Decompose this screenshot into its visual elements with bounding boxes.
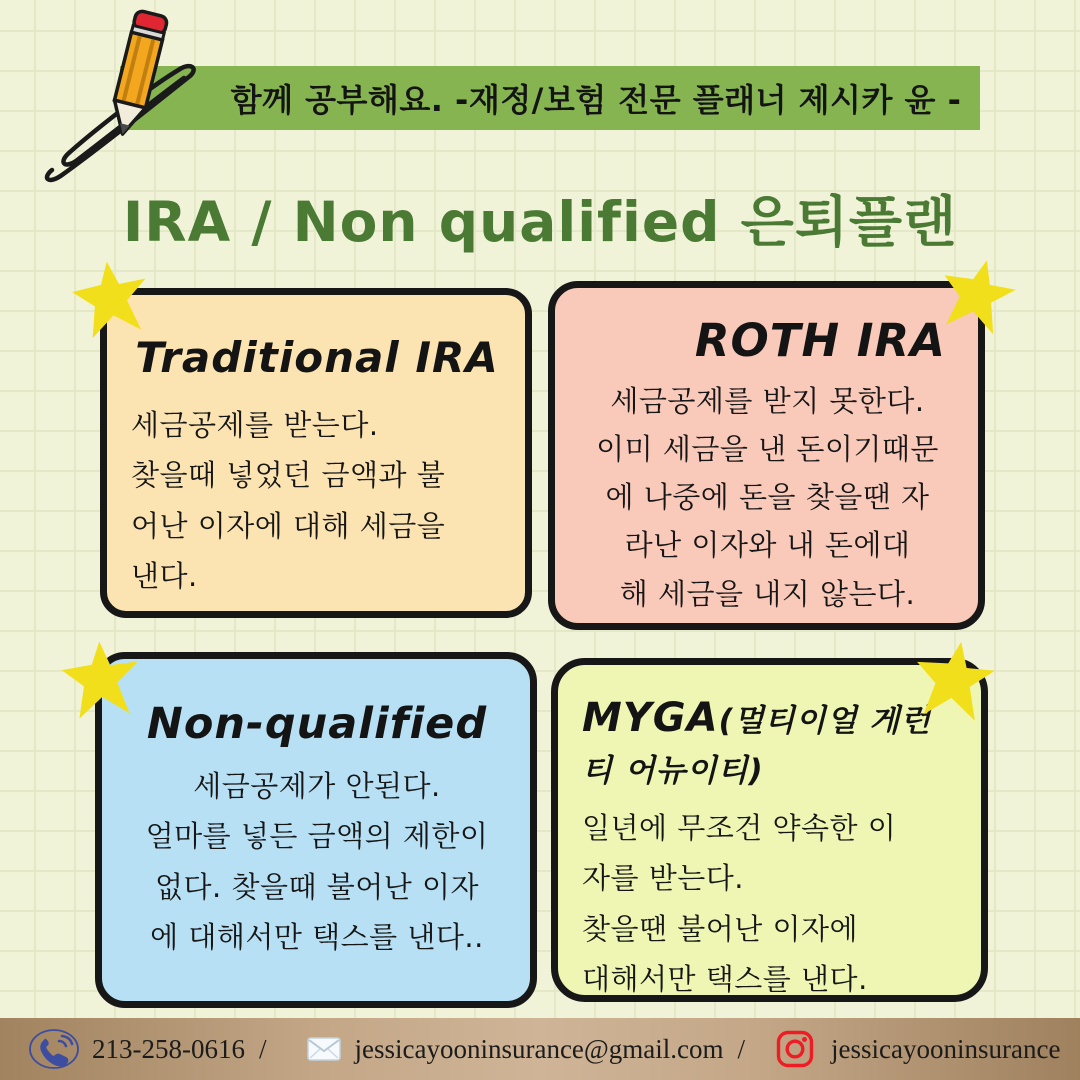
star-icon <box>929 244 1028 349</box>
myga-paren-label: (멀티이얼 게런티 어뉴이티) <box>582 703 932 789</box>
text-line: 얼마를 넣든 금액의 제한이 <box>145 819 489 854</box>
card-body-traditional-ira <box>131 400 503 602</box>
text-line: 찾을땐 불어난 이자에 <box>582 911 859 946</box>
separator-slash: / <box>258 1033 267 1064</box>
banner-text: 함께 공부해요. -재정/보험 전문 플래너 제시카 윤 - <box>230 81 962 119</box>
text-line: 찾을때 넣었던 금액과 불 <box>131 458 446 493</box>
text-line: 에 나중에 돈을 찾을땐 자 <box>605 480 930 515</box>
text-line: 세금공제를 받지 못한다. <box>610 384 925 418</box>
text-line: 어난 이자에 대해 세금을 <box>131 508 446 543</box>
star-icon <box>53 635 151 725</box>
pencil-icon <box>38 2 238 187</box>
email-address: jessicayooninsurance@gmail.com <box>354 1033 724 1064</box>
text-line: 이미 세금을 낸 돈이기때문 <box>596 432 939 467</box>
card-traditional-ira <box>100 288 532 618</box>
footer-contact-bar <box>0 1018 1080 1080</box>
myga-label: MYGA <box>582 695 719 741</box>
text-line: 일년에 무조건 약속한 이 <box>582 811 897 845</box>
card-title-non-qualified: Non-qualified <box>146 699 488 749</box>
text-line: 에 대해서만 택스를 낸다.. <box>150 920 484 955</box>
page-title: IRA / Non qualified 은퇴플랜 <box>122 190 958 254</box>
star-icon <box>65 253 160 346</box>
text-line: 라난 이자와 내 돈에대 <box>624 528 911 563</box>
text-line: 세금공제를 받는다. <box>131 408 379 442</box>
phone-icon <box>28 1028 80 1070</box>
card-body-roth-ira <box>579 377 956 618</box>
text-line: 낸다. <box>131 559 198 594</box>
phone-number: 213-258-0616 <box>92 1033 245 1064</box>
envelope-icon <box>307 1037 341 1061</box>
card-non-qualified <box>95 652 537 1008</box>
star-icon <box>905 630 1004 732</box>
text-line: 없다. 찾을때 불어난 이자 <box>154 869 479 904</box>
text-line: 세금공제가 안된다. <box>193 769 441 803</box>
instagram-icon <box>775 1029 815 1069</box>
instagram-handle: jessicayooninsurance <box>831 1033 1061 1064</box>
text-line: 자를 받는다. <box>582 861 745 896</box>
text-line: 대해서만 택스를 낸다. <box>582 962 868 997</box>
card-body-myga <box>582 803 959 1005</box>
header-banner <box>120 66 980 130</box>
card-title-roth-ira: ROTH IRA <box>694 314 946 367</box>
card-body-non-qualified <box>126 761 508 963</box>
card-title-myga <box>582 693 959 793</box>
card-title-traditional-ira: Traditional IRA <box>135 333 499 382</box>
separator-slash: / <box>737 1033 746 1064</box>
card-roth-ira <box>548 281 985 630</box>
text-line: 해 세금을 내지 않는다. <box>619 576 916 611</box>
